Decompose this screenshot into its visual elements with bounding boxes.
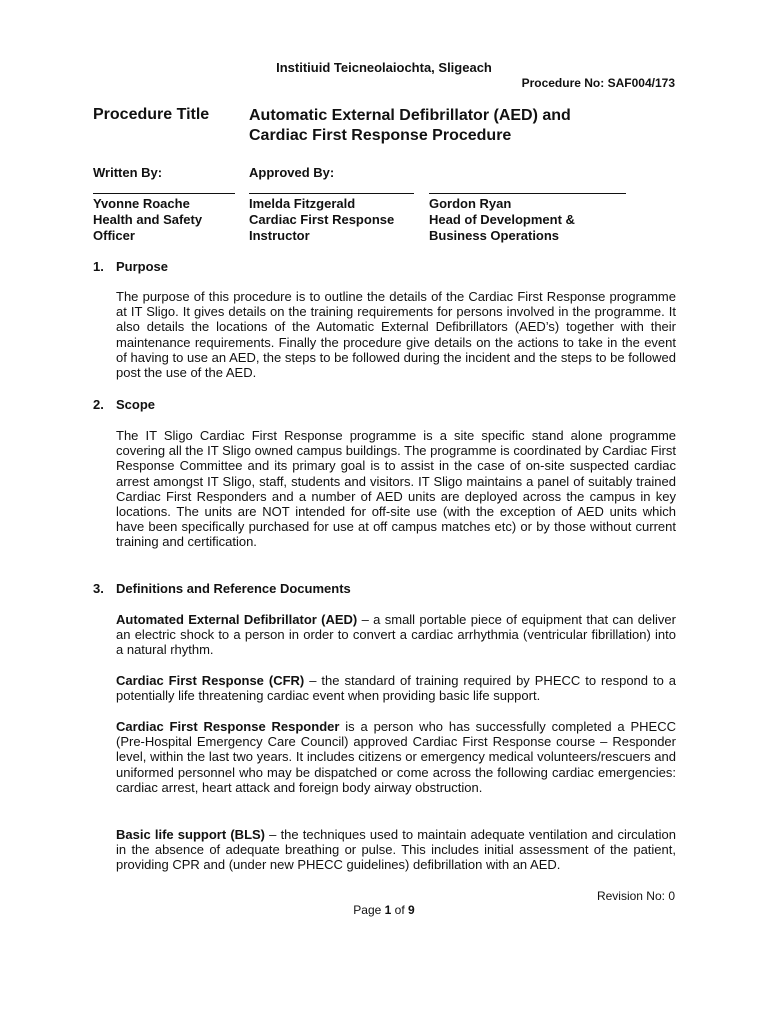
section-title-purpose: Purpose <box>116 259 169 274</box>
definition-text: – a small portable piece of equipment that can deliver an electric shock to a person in order to convert a cardiac arrhythmia (ventricular fibrillation) into a natural rhythm. <box>116 612 676 658</box>
signature-line-approver-1 <box>249 193 414 194</box>
institution-name: Institiuid Teicneolaiochta, Sligeach <box>276 60 492 75</box>
page-current: 1 <box>384 903 392 917</box>
definition-term: Cardiac First Response Responder <box>116 719 340 734</box>
definition-term: Basic life support (BLS) <box>116 827 266 842</box>
signer-approver-1 <box>249 196 394 244</box>
page-word: Page <box>353 903 382 917</box>
definition-term: Automated External Defibrillator (AED) <box>116 612 358 627</box>
signer-name: Imelda Fitzgerald <box>249 196 356 211</box>
page-total: 9 <box>408 903 415 917</box>
definition-text: – the techniques used to maintain adequate ventilation and circulation in the absence of adequate breathing or pulse. This includes initial assessment of the patient, providing CPR and (under new PHECC guidelines) defibrillation with an AED. <box>116 827 676 873</box>
procedure-title-line-1: Automatic External Defibrillator (AED) and <box>249 107 571 124</box>
section-number: 2. <box>93 397 104 412</box>
signer-writer <box>93 196 202 244</box>
signature-line-writer <box>93 193 235 194</box>
procedure-title <box>249 106 669 146</box>
section-title-scope: Scope <box>116 397 156 412</box>
definition-aed <box>116 612 676 658</box>
signer-role: Head of Development & <box>429 212 575 227</box>
revision-number: Revision No: 0 <box>596 889 675 903</box>
procedure-title-label: Procedure Title <box>93 106 210 123</box>
signer-role: Business Operations <box>429 228 560 243</box>
signer-role: Cardiac First Response <box>249 212 395 227</box>
written-by-label: Written By: <box>93 165 163 180</box>
section-title-definitions: Definitions and Reference Documents <box>116 581 351 596</box>
procedure-no-label: Procedure No: <box>521 76 605 90</box>
procedure-title-line-2: Cardiac First Response Procedure <box>249 127 512 144</box>
definition-text: is a person who has successfully completed a PHECC (Pre-Hospital Emergency Care Council) approved Cardiac First Response course – Responder level, within the last two years. It includes citizens or emergency medical volunteers/rescuers and uniformed personnel who may be dispatched or come across the following cardiac emergencies: cardiac arrest, heart attack and foreign body airway obstruction. <box>116 719 676 795</box>
page-of: of <box>394 903 405 917</box>
signer-approver-2 <box>429 196 575 244</box>
definition-term: Cardiac First Response (CFR) <box>116 673 305 688</box>
procedure-no-value: SAF004/173 <box>607 76 675 90</box>
scope-paragraph: The IT Sligo Cardiac First Response programme is a site specific stand alone programme covering all the IT Sligo owned campus buildings. The programme is coordinated by Cardiac First Response Committee and its primary goal is to assist in the case of on-site suspected cardiac arrest amongst IT Sligo, staff, students and visitors. IT Sligo maintains a panel of suitably trained Cardiac First Responders and a number of AED units are deployed across the campus in key locations. The units are NOT intended for off-site use (with the exception of AED units which have been specifically purchased for use at off campus matches etc) or by those without current training and certification. <box>116 428 676 550</box>
definition-text: – the standard of training required by PHECC to respond to a potentially life threatening cardiac event when providing basic life support. <box>116 673 677 704</box>
section-number: 1. <box>93 259 104 274</box>
signer-role: Officer <box>93 228 135 243</box>
signature-line-approver-2 <box>429 193 626 194</box>
approved-by-label: Approved By: <box>249 165 335 180</box>
signer-role: Instructor <box>249 228 310 243</box>
procedure-number <box>522 76 675 90</box>
section-number: 3. <box>93 581 104 596</box>
signer-role: Health and Safety <box>93 212 203 227</box>
signer-name: Gordon Ryan <box>429 196 512 211</box>
page-number <box>0 903 768 917</box>
purpose-paragraph: The purpose of this procedure is to outline the details of the Cardiac First Response programme at IT Sligo. It gives details on the training requirements for persons involved in the programme. It also details the locations of the Automatic External Defibrillators (AED’s) together with their maintenance requirements. Finally the procedure give details on the actions to take in the event of having to use an AED, the steps to be followed during the incident and the steps to be followed post the use of the AED. <box>116 289 676 381</box>
definition-bls <box>116 827 676 873</box>
definition-cfr-responder <box>116 719 676 795</box>
signer-name: Yvonne Roache <box>93 196 190 211</box>
definition-cfr <box>116 673 676 703</box>
